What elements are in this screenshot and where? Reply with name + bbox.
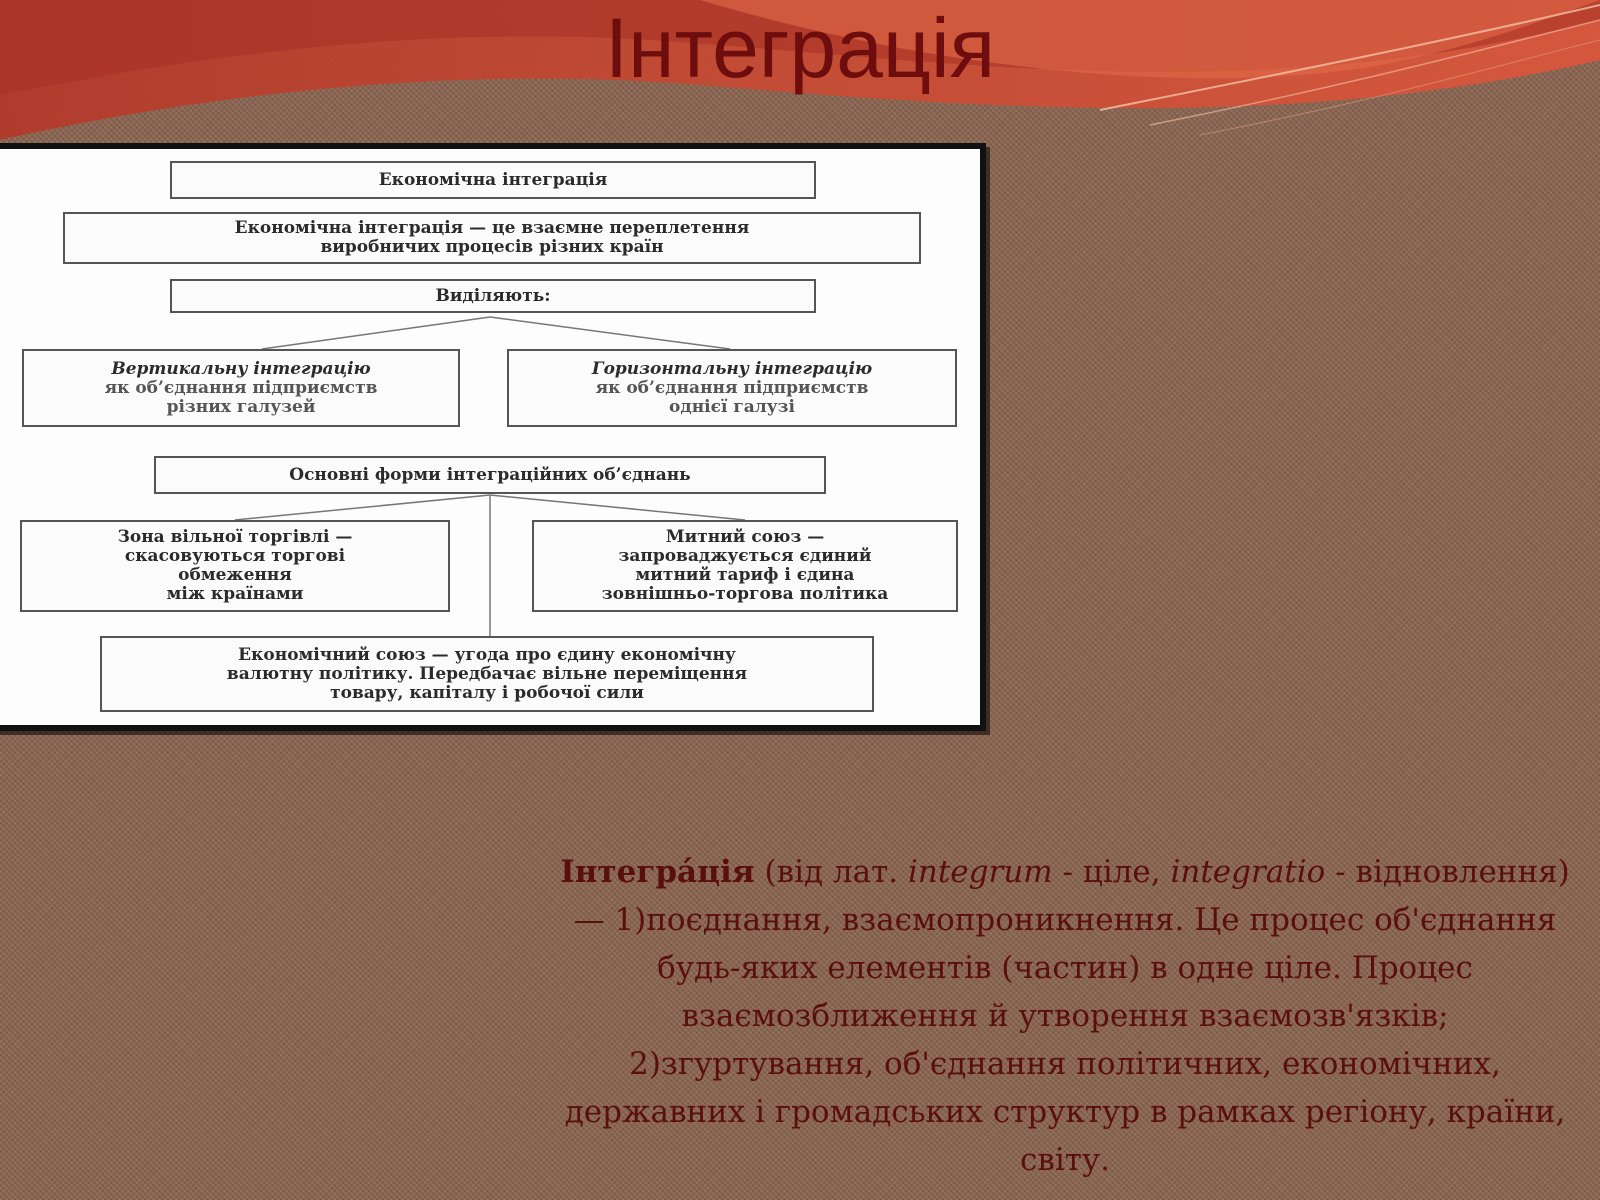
slide-title: Інтеграція bbox=[604, 1, 996, 95]
definition-term: Інтегрáція bbox=[560, 854, 755, 890]
integration-definition bbox=[558, 848, 1572, 1184]
economic-integration-definition-box: Економічна інтеграція — це взаємне переплетення виробничих процесів різних країн bbox=[63, 212, 921, 264]
vertical-integration-lead: Вертикальну інтеграцію bbox=[111, 358, 371, 379]
integration-diagram bbox=[0, 143, 986, 731]
free-trade-zone-box: Зона вільної торгівлі — скасовуються торгові обмеження між країнами bbox=[20, 520, 450, 612]
definition-part-1: (від лат. bbox=[754, 854, 908, 890]
horizontal-integration-box bbox=[507, 349, 957, 427]
horizontal-integration-body: як об’єднання підприємств однієї галузі bbox=[595, 377, 869, 417]
customs-union-box: Митний союз — запроваджується єдиний митний тариф і єдина зовнішньо-торгова політика bbox=[532, 520, 958, 612]
distinguish-box: Виділяють: bbox=[170, 279, 816, 313]
definition-part-2: - ціле, bbox=[1052, 854, 1171, 890]
vertical-integration-box bbox=[22, 349, 460, 427]
vertical-integration-body: як об’єднання підприємств різних галузей bbox=[104, 377, 378, 417]
definition-part-3: - відновлення) — 1)поєднання, взаємопроникнення. Це процес об'єднання будь-яких елементів (частин) в одне ціле. Процес взаємозближення й утворення взаємозв'язків; 2)згуртування, об'єднання політичних, економічних, державних і громадських структур в рамках регіону, країни, світу. bbox=[564, 854, 1570, 1178]
definition-latin-integratio: integratio bbox=[1170, 854, 1326, 890]
economic-union-box: Економічний союз — угода про єдину економічну валютну політику. Передбачає вільне переміщення товару, капіталу і робочої сили bbox=[100, 636, 874, 712]
economic-integration-title-box: Економічна інтеграція bbox=[170, 161, 816, 199]
integration-forms-box: Основні форми інтеграційних об’єднань bbox=[154, 456, 826, 494]
definition-latin-integrum: integrum bbox=[907, 854, 1053, 890]
horizontal-integration-lead: Горизонтальну інтеграцію bbox=[591, 358, 873, 379]
